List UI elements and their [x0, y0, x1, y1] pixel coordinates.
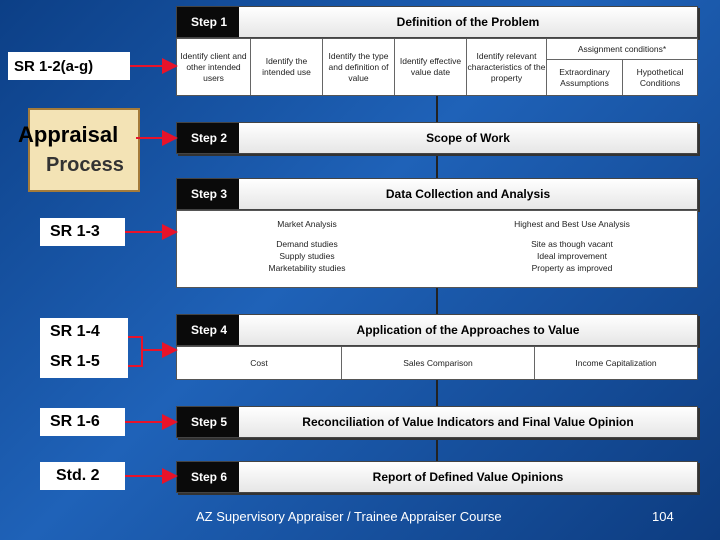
footer-course: AZ Supervisory Appraiser / Trainee Appraiser Course: [196, 509, 502, 524]
page-number: 104: [652, 509, 674, 524]
ideal-improvement: Ideal improvement: [537, 251, 607, 261]
demand-studies: Demand studies: [276, 239, 338, 249]
sr-1-6-label: SR 1-6: [50, 413, 100, 430]
sr-1-4-label: SR 1-4: [50, 323, 100, 340]
step1-cell-3: Identify the type and definition of value: [323, 39, 395, 95]
bracket-sr14-15: [128, 337, 142, 366]
step-4-tag: Step 4: [177, 315, 253, 345]
step-5-tag: Step 5: [177, 407, 253, 437]
step1-cell-1: Identify client and other intended users: [177, 39, 251, 95]
step-5-title: Reconciliation of Value Indicators and Final Value Opinion: [239, 407, 697, 437]
appraisal-process-box: [28, 108, 140, 192]
marketability-studies: Marketability studies: [268, 263, 346, 273]
step1-cell-2: Identify the intended use: [251, 39, 323, 95]
step-4-details: [176, 346, 698, 380]
sr-1-3-label: SR 1-3: [50, 223, 100, 240]
step-3-bar: [176, 178, 698, 210]
site-vacant: Site as though vacant: [531, 239, 613, 249]
step-3-tag: Step 3: [177, 179, 253, 209]
approach-income: Income Capitalization: [575, 357, 657, 368]
market-analysis: Market Analysis: [277, 219, 337, 229]
supply-studies: Supply studies: [279, 251, 335, 261]
property-improved: Property as improved: [531, 263, 613, 273]
step-4-bar: [176, 314, 698, 346]
step-6-title: Report of Defined Value Opinions: [239, 462, 697, 492]
step1-cell-4: Identify effective value date: [395, 39, 467, 95]
step-6-tag: Step 6: [177, 462, 253, 492]
appraisal-label: Appraisal: [18, 122, 119, 147]
process-label: Process: [46, 154, 124, 176]
step-2-bar: [176, 122, 698, 154]
std-2-label: Std. 2: [56, 467, 100, 484]
step-2-title: Scope of Work: [239, 123, 697, 153]
step-6-bar: [176, 461, 698, 493]
step1-hypothetical: Hypothetical Conditions: [636, 66, 684, 88]
step-3-title: Data Collection and Analysis: [239, 179, 697, 209]
step1-extraordinary: Extraordinary Assumptions: [547, 60, 623, 95]
step1-assignment: Assignment conditions*: [547, 41, 697, 60]
step1-cell-5: Identify relevant characteristics of the property: [467, 39, 547, 95]
step-1-bar: [176, 6, 698, 38]
step-3-details: [176, 210, 698, 288]
step-1-details: [176, 38, 698, 96]
sr-1-2-label: SR 1-2(a-g): [14, 58, 94, 75]
step-4-title: Application of the Approaches to Value: [239, 315, 697, 345]
step-5-bar: [176, 406, 698, 438]
sr-1-5-label: SR 1-5: [50, 353, 100, 370]
step-1-tag: Step 1: [177, 7, 253, 37]
step-1-title: Definition of the Problem: [239, 7, 697, 37]
approach-cost: Cost: [177, 347, 342, 379]
approach-sales: Sales Comparison: [342, 347, 535, 379]
step-2-tag: Step 2: [177, 123, 253, 153]
hbu-analysis: Highest and Best Use Analysis: [514, 219, 630, 229]
